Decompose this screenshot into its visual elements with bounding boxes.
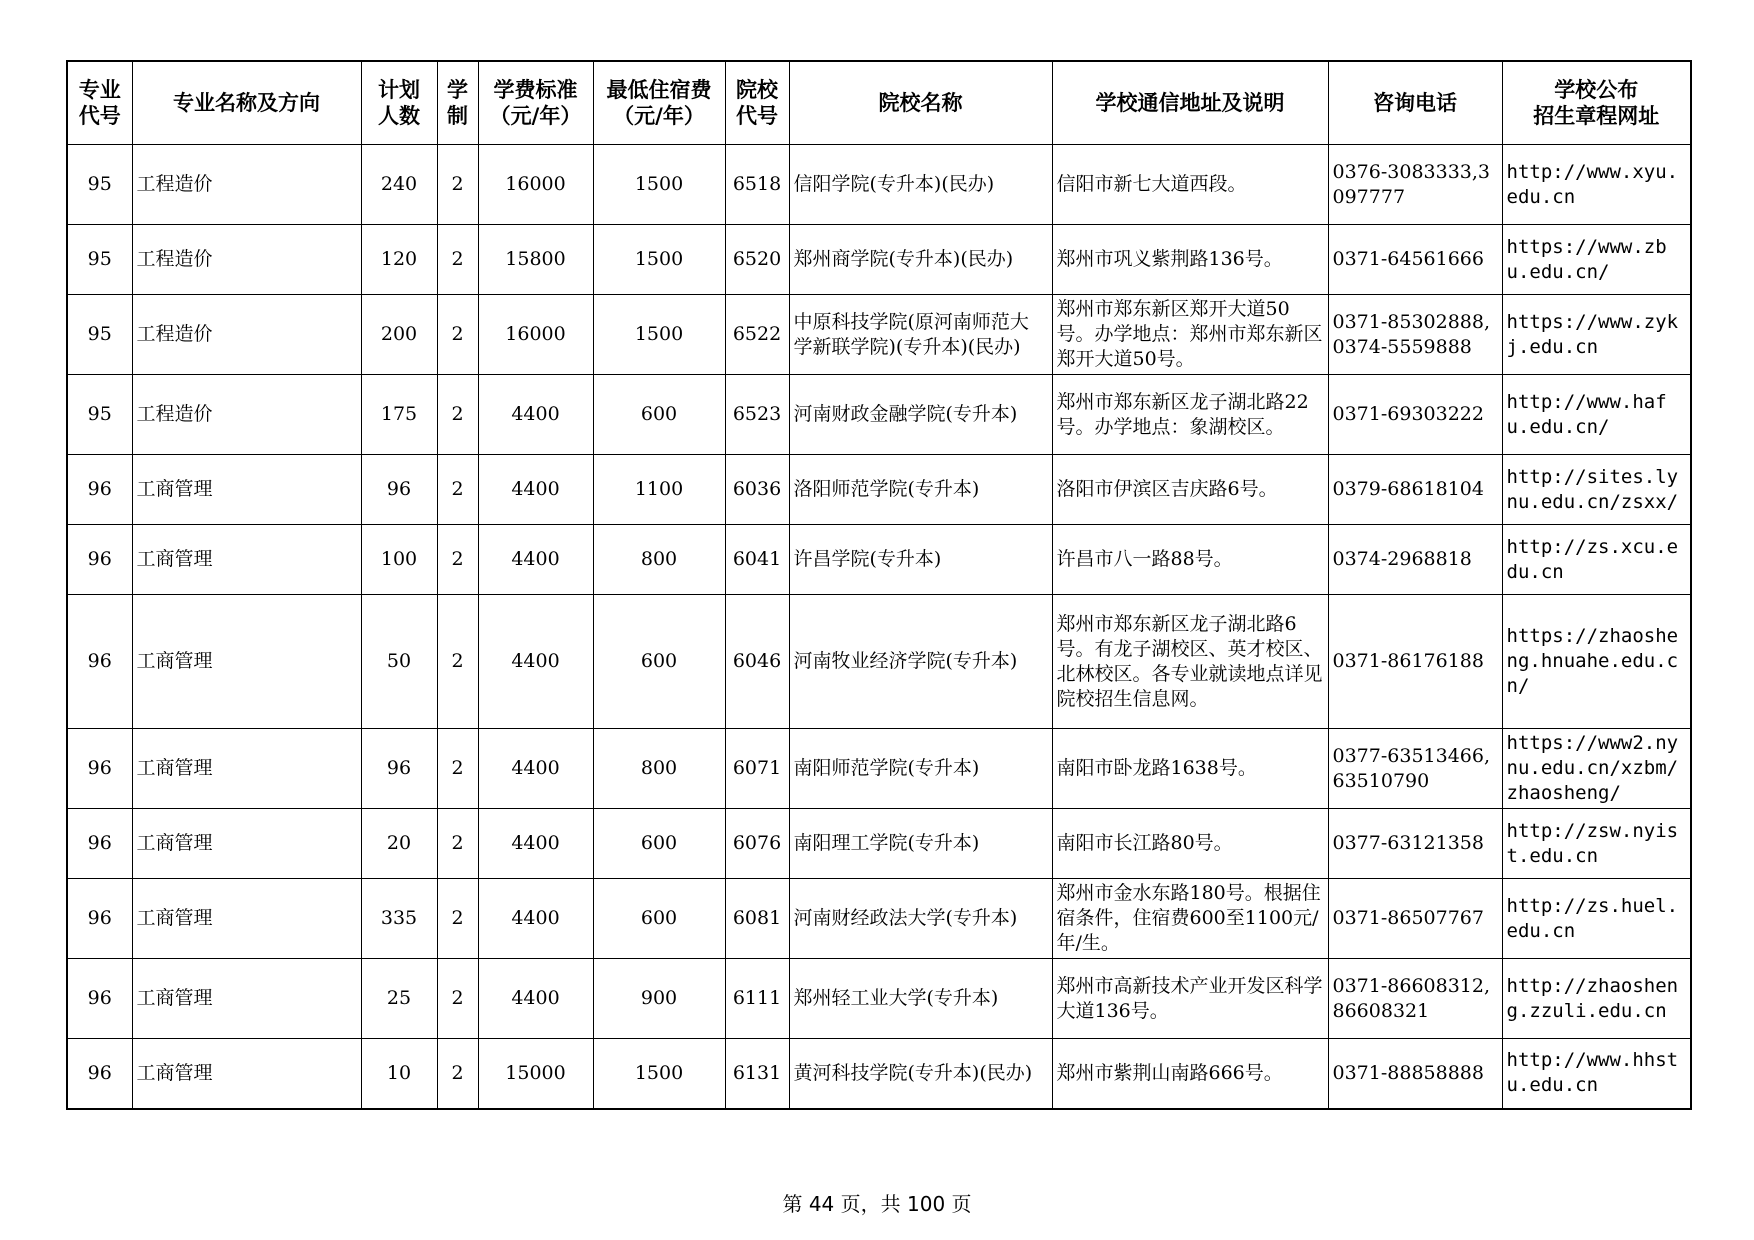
cell-years: 2 <box>437 225 478 295</box>
page-footer: 第 44 页，共 100 页 <box>782 1192 972 1216</box>
cell-website[interactable]: http://zsw.nyist.edu.cn <box>1502 809 1691 879</box>
cell-tuition: 4400 <box>478 595 593 729</box>
table-row <box>67 595 1691 729</box>
cell-address: 郑州市金水东路180号。根据住宿条件，住宿费600至1100元/年/生。 <box>1052 879 1328 959</box>
cell-school-name: 洛阳师范学院(专升本) <box>789 455 1052 525</box>
cell-code: 95 <box>67 375 132 455</box>
cell-school-code: 6111 <box>725 959 789 1039</box>
table-row <box>67 145 1691 225</box>
cell-website[interactable]: http://zs.huel.edu.cn <box>1502 879 1691 959</box>
cell-plan: 335 <box>361 879 437 959</box>
cell-phone: 0377-63121358 <box>1328 809 1502 879</box>
cell-code: 95 <box>67 145 132 225</box>
cell-school-name: 信阳学院(专升本)(民办) <box>789 145 1052 225</box>
cell-tuition: 4400 <box>478 809 593 879</box>
cell-school-code: 6522 <box>725 295 789 375</box>
cell-years: 2 <box>437 295 478 375</box>
cell-dorm: 1500 <box>593 145 725 225</box>
cell-years: 2 <box>437 809 478 879</box>
cell-years: 2 <box>437 525 478 595</box>
cell-code: 96 <box>67 959 132 1039</box>
cell-school-name: 河南财政金融学院(专升本) <box>789 375 1052 455</box>
cell-phone: 0371-88858888 <box>1328 1039 1502 1109</box>
cell-major: 工程造价 <box>132 375 361 455</box>
table-row <box>67 525 1691 595</box>
header-years: 学 制 <box>437 61 478 145</box>
cell-plan: 96 <box>361 455 437 525</box>
cell-major: 工程造价 <box>132 145 361 225</box>
cell-phone: 0371-86608312,86608321 <box>1328 959 1502 1039</box>
cell-website[interactable]: http://www.hhstu.edu.cn <box>1502 1039 1691 1109</box>
cell-plan: 175 <box>361 375 437 455</box>
cell-years: 2 <box>437 959 478 1039</box>
cell-website[interactable]: https://www.zykj.edu.cn <box>1502 295 1691 375</box>
cell-phone: 0371-85302888,0374-5559888 <box>1328 295 1502 375</box>
cell-tuition: 4400 <box>478 455 593 525</box>
header-code: 专业 代号 <box>67 61 132 145</box>
header-plan: 计划 人数 <box>361 61 437 145</box>
cell-years: 2 <box>437 455 478 525</box>
header-address: 学校通信地址及说明 <box>1052 61 1328 145</box>
cell-address: 郑州市郑东新区郑开大道50号。办学地点：郑州市郑东新区郑开大道50号。 <box>1052 295 1328 375</box>
cell-address: 郑州市紫荆山南路666号。 <box>1052 1039 1328 1109</box>
cell-school-code: 6520 <box>725 225 789 295</box>
cell-dorm: 800 <box>593 525 725 595</box>
cell-phone: 0377-63513466,63510790 <box>1328 729 1502 809</box>
cell-website[interactable]: http://www.hafu.edu.cn/ <box>1502 375 1691 455</box>
table-row <box>67 375 1691 455</box>
cell-phone: 0376-3083333,3097777 <box>1328 145 1502 225</box>
cell-website[interactable]: https://zhaosheng.hnuahe.edu.cn/ <box>1502 595 1691 729</box>
cell-school-code: 6071 <box>725 729 789 809</box>
cell-code: 96 <box>67 879 132 959</box>
cell-major: 工商管理 <box>132 1039 361 1109</box>
cell-school-name: 中原科技学院(原河南师范大学新联学院)(专升本)(民办) <box>789 295 1052 375</box>
table-row <box>67 959 1691 1039</box>
cell-dorm: 900 <box>593 959 725 1039</box>
cell-school-name: 河南财经政法大学(专升本) <box>789 879 1052 959</box>
cell-years: 2 <box>437 879 478 959</box>
header-phone: 咨询电话 <box>1328 61 1502 145</box>
cell-school-code: 6046 <box>725 595 789 729</box>
cell-tuition: 15800 <box>478 225 593 295</box>
cell-phone: 0379-68618104 <box>1328 455 1502 525</box>
cell-school-name: 许昌学院(专升本) <box>789 525 1052 595</box>
cell-tuition: 4400 <box>478 525 593 595</box>
cell-plan: 20 <box>361 809 437 879</box>
cell-address: 南阳市卧龙路1638号。 <box>1052 729 1328 809</box>
table-row <box>67 225 1691 295</box>
cell-school-code: 6523 <box>725 375 789 455</box>
cell-school-name: 郑州轻工业大学(专升本) <box>789 959 1052 1039</box>
cell-dorm: 600 <box>593 809 725 879</box>
header-website: 学校公布 招生章程网址 <box>1502 61 1691 145</box>
cell-phone: 0374-2968818 <box>1328 525 1502 595</box>
cell-plan: 25 <box>361 959 437 1039</box>
cell-plan: 200 <box>361 295 437 375</box>
cell-major: 工商管理 <box>132 729 361 809</box>
cell-plan: 120 <box>361 225 437 295</box>
cell-website[interactable]: http://www.xyu.edu.cn <box>1502 145 1691 225</box>
cell-years: 2 <box>437 1039 478 1109</box>
header-dorm: 最低住宿费 （元/年） <box>593 61 725 145</box>
cell-major: 工程造价 <box>132 225 361 295</box>
cell-dorm: 600 <box>593 879 725 959</box>
cell-code: 96 <box>67 595 132 729</box>
cell-tuition: 15000 <box>478 1039 593 1109</box>
header-school-code: 院校 代号 <box>725 61 789 145</box>
table-row <box>67 809 1691 879</box>
cell-address: 郑州市巩义紫荆路136号。 <box>1052 225 1328 295</box>
cell-major: 工商管理 <box>132 809 361 879</box>
cell-address: 郑州市郑东新区龙子湖北路22号。办学地点：象湖校区。 <box>1052 375 1328 455</box>
cell-dorm: 1100 <box>593 455 725 525</box>
cell-school-code: 6131 <box>725 1039 789 1109</box>
cell-plan: 96 <box>361 729 437 809</box>
cell-tuition: 4400 <box>478 959 593 1039</box>
cell-school-name: 郑州商学院(专升本)(民办) <box>789 225 1052 295</box>
cell-years: 2 <box>437 145 478 225</box>
cell-school-code: 6518 <box>725 145 789 225</box>
table-row <box>67 729 1691 809</box>
cell-code: 96 <box>67 525 132 595</box>
cell-dorm: 1500 <box>593 295 725 375</box>
cell-major: 工商管理 <box>132 879 361 959</box>
cell-school-name: 南阳理工学院(专升本) <box>789 809 1052 879</box>
cell-school-name: 黄河科技学院(专升本)(民办) <box>789 1039 1052 1109</box>
cell-phone: 0371-86507767 <box>1328 879 1502 959</box>
cell-school-code: 6081 <box>725 879 789 959</box>
cell-plan: 10 <box>361 1039 437 1109</box>
cell-major: 工商管理 <box>132 959 361 1039</box>
cell-tuition: 16000 <box>478 295 593 375</box>
cell-major: 工商管理 <box>132 455 361 525</box>
cell-school-name: 南阳师范学院(专升本) <box>789 729 1052 809</box>
cell-code: 96 <box>67 455 132 525</box>
cell-plan: 100 <box>361 525 437 595</box>
cell-code: 95 <box>67 225 132 295</box>
cell-major: 工商管理 <box>132 595 361 729</box>
cell-major: 工程造价 <box>132 295 361 375</box>
header-row <box>67 61 1691 145</box>
cell-phone: 0371-64561666 <box>1328 225 1502 295</box>
cell-school-code: 6041 <box>725 525 789 595</box>
cell-code: 96 <box>67 1039 132 1109</box>
header-major: 专业名称及方向 <box>132 61 361 145</box>
cell-code: 96 <box>67 729 132 809</box>
table-row <box>67 455 1691 525</box>
cell-plan: 240 <box>361 145 437 225</box>
cell-dorm: 1500 <box>593 1039 725 1109</box>
cell-address: 信阳市新七大道西段。 <box>1052 145 1328 225</box>
cell-website[interactable]: http://zhaosheng.zzuli.edu.cn <box>1502 959 1691 1039</box>
cell-address: 郑州市高新技术产业开发区科学大道136号。 <box>1052 959 1328 1039</box>
cell-tuition: 4400 <box>478 375 593 455</box>
admission-table <box>66 60 1692 1110</box>
cell-school-name: 河南牧业经济学院(专升本) <box>789 595 1052 729</box>
header-school-name: 院校名称 <box>789 61 1052 145</box>
cell-address: 郑州市郑东新区龙子湖北路6号。有龙子湖校区、英才校区、北林校区。各专业就读地点详见院校招生信息网。 <box>1052 595 1328 729</box>
cell-phone: 0371-69303222 <box>1328 375 1502 455</box>
cell-school-code: 6076 <box>725 809 789 879</box>
cell-website[interactable]: http://sites.lynu.edu.cn/zsxx/ <box>1502 455 1691 525</box>
cell-years: 2 <box>437 595 478 729</box>
cell-code: 95 <box>67 295 132 375</box>
cell-website[interactable]: https://www2.nynu.edu.cn/xzbm/zhaosheng/ <box>1502 729 1691 809</box>
cell-address: 洛阳市伊滨区吉庆路6号。 <box>1052 455 1328 525</box>
cell-code: 96 <box>67 809 132 879</box>
cell-dorm: 1500 <box>593 225 725 295</box>
cell-years: 2 <box>437 375 478 455</box>
cell-website[interactable]: https://www.zbu.edu.cn/ <box>1502 225 1691 295</box>
cell-address: 许昌市八一路88号。 <box>1052 525 1328 595</box>
cell-tuition: 4400 <box>478 879 593 959</box>
cell-website[interactable]: http://zs.xcu.edu.cn <box>1502 525 1691 595</box>
cell-tuition: 16000 <box>478 145 593 225</box>
cell-major: 工商管理 <box>132 525 361 595</box>
cell-address: 南阳市长江路80号。 <box>1052 809 1328 879</box>
cell-years: 2 <box>437 729 478 809</box>
header-tuition: 学费标准 （元/年） <box>478 61 593 145</box>
cell-dorm: 600 <box>593 595 725 729</box>
cell-tuition: 4400 <box>478 729 593 809</box>
cell-dorm: 800 <box>593 729 725 809</box>
cell-phone: 0371-86176188 <box>1328 595 1502 729</box>
cell-plan: 50 <box>361 595 437 729</box>
table-row <box>67 879 1691 959</box>
cell-school-code: 6036 <box>725 455 789 525</box>
cell-dorm: 600 <box>593 375 725 455</box>
table-row <box>67 1039 1691 1109</box>
table-row <box>67 295 1691 375</box>
